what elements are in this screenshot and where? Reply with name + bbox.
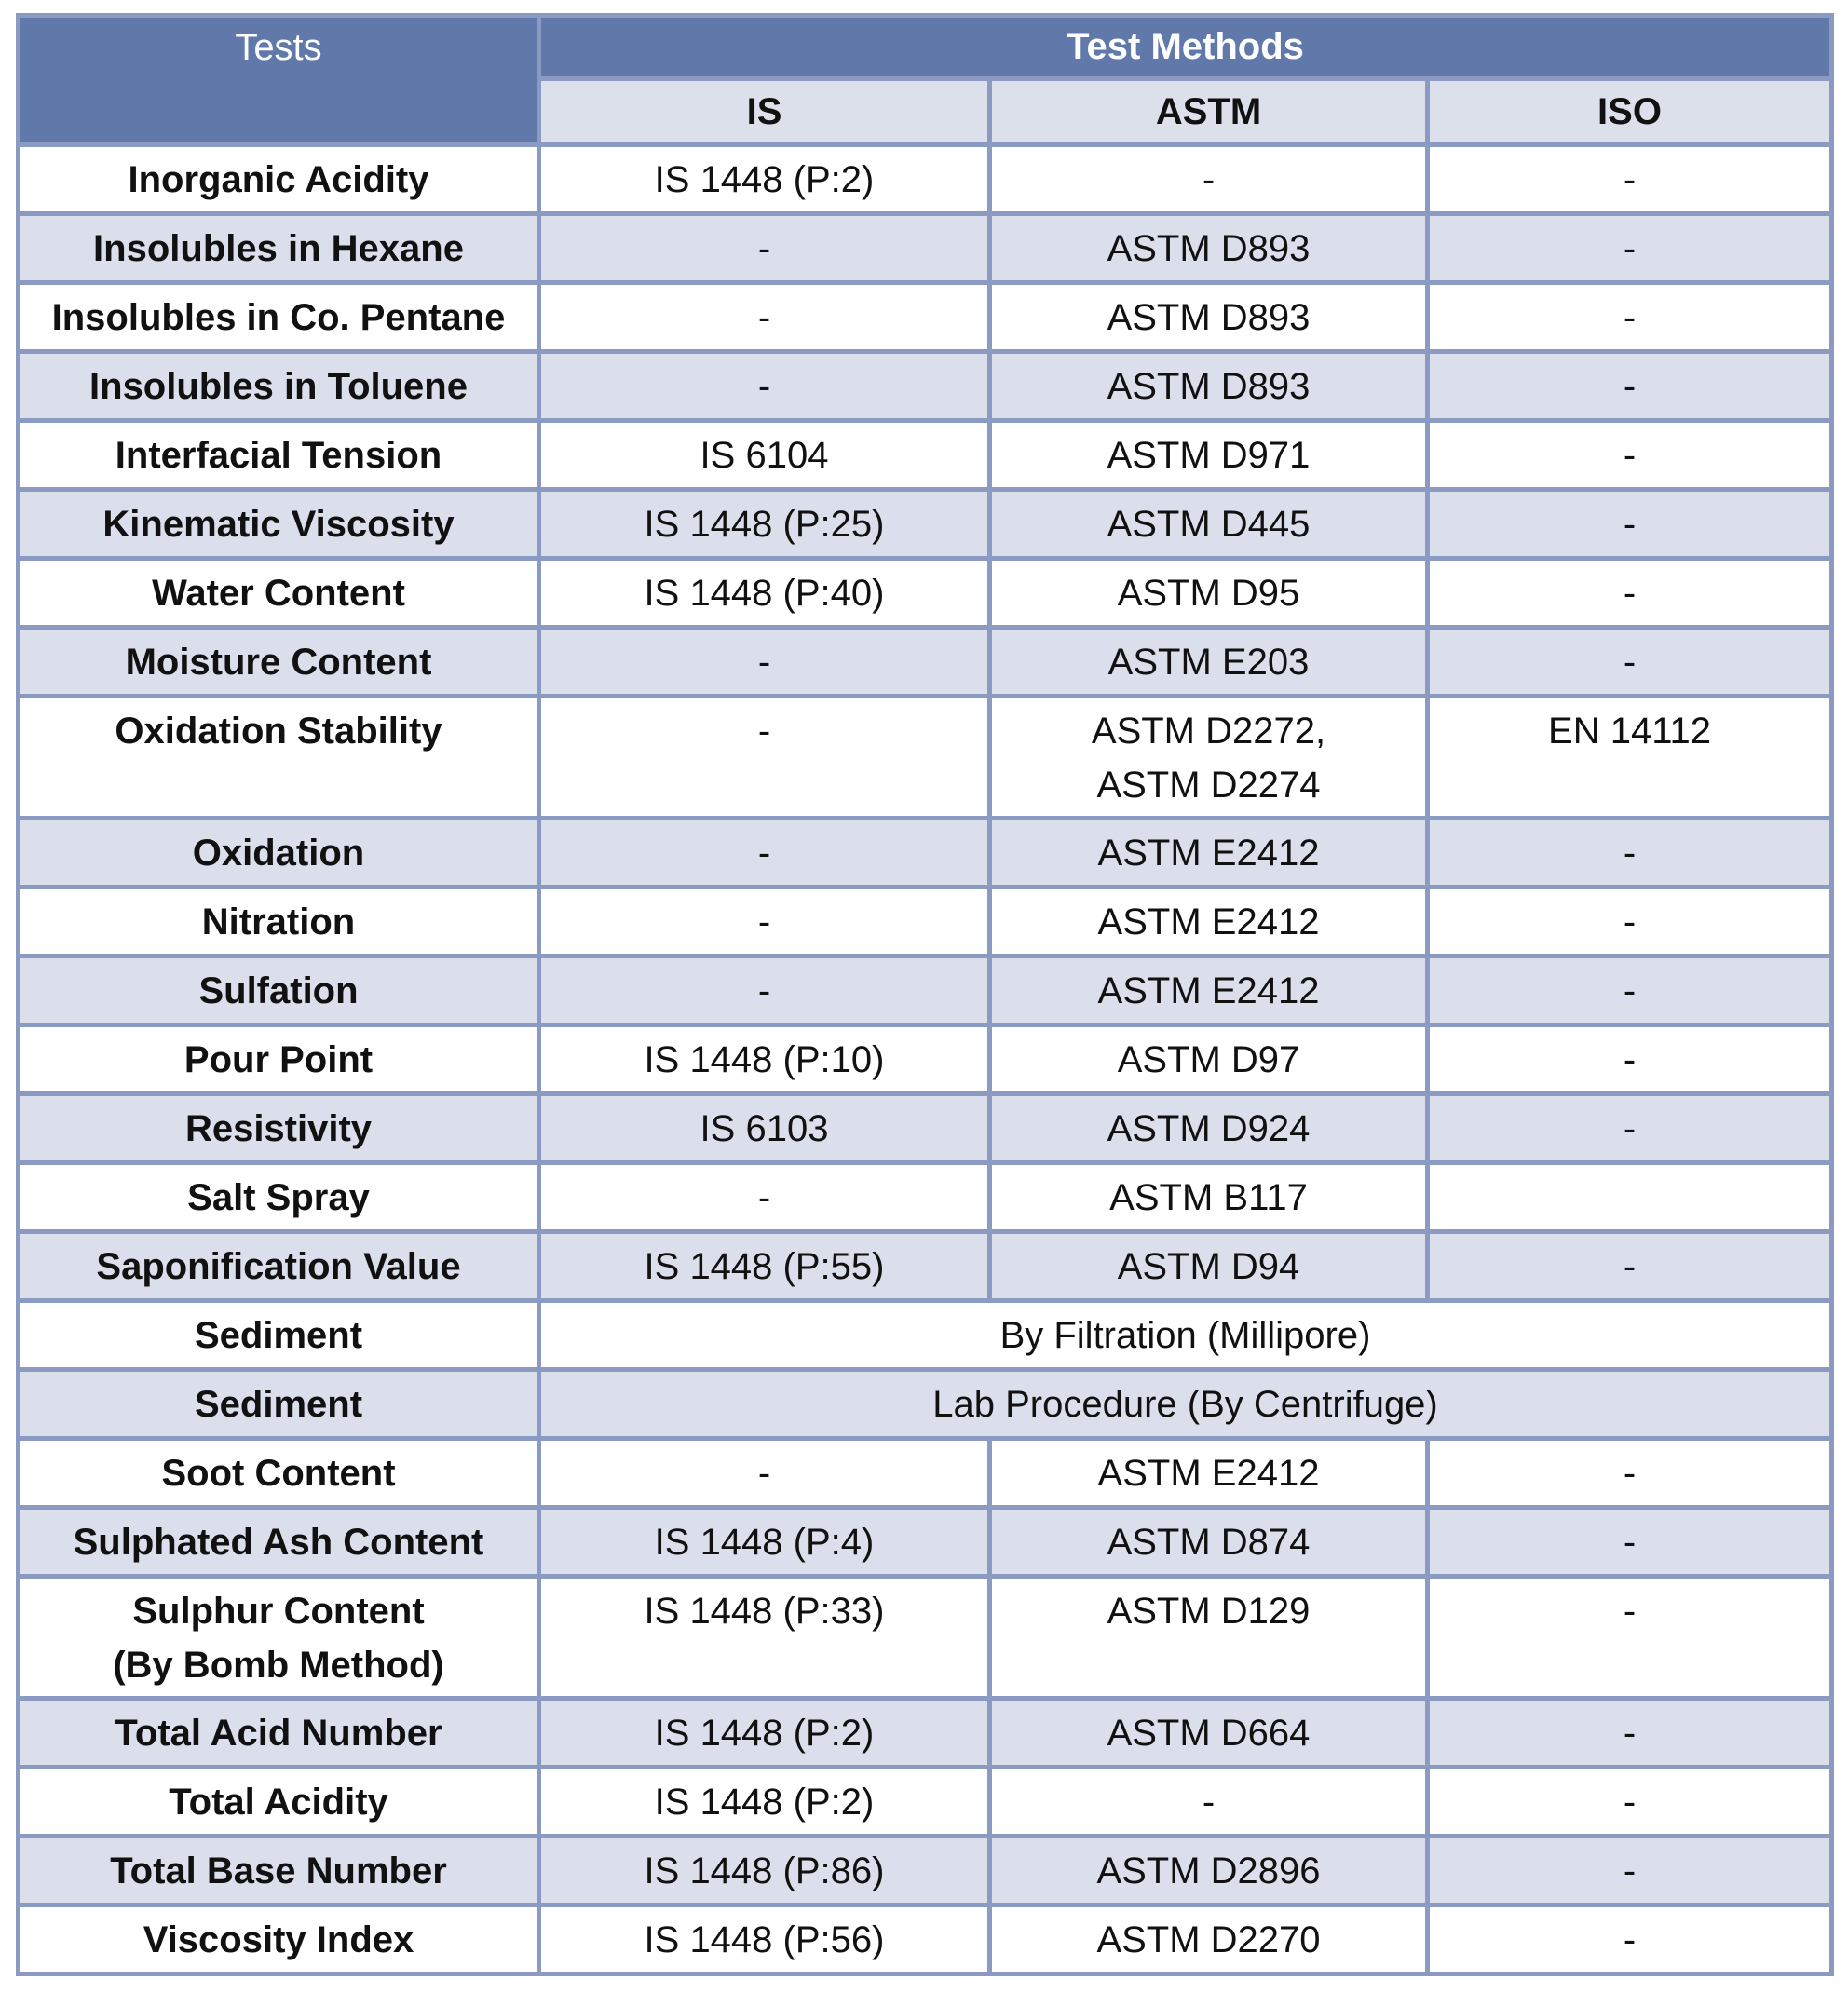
is-method-cell: [539, 421, 990, 490]
test-name: Moisture Content: [125, 641, 432, 683]
test-name: Soot Content: [161, 1452, 396, 1494]
table-row: [19, 1905, 1832, 1974]
test-name: Resistivity: [184, 1107, 373, 1149]
is-method-text: IS 1448 (P:2): [654, 1712, 875, 1754]
test-name: Total Acid Number: [115, 1712, 442, 1754]
is-method-cell: [539, 956, 990, 1025]
test-name: Sulfation: [198, 969, 359, 1011]
astm-method-cell: [990, 956, 1428, 1025]
astm-method-cell: [990, 145, 1428, 214]
header-is: IS: [539, 79, 990, 145]
is-method-text: IS 1448 (P:4): [654, 1521, 875, 1563]
astm-method-text: ASTM D924: [1107, 1107, 1311, 1149]
iso-method-text: -: [1623, 158, 1637, 200]
iso-method-text: -: [1623, 969, 1637, 1011]
is-method-cell: [539, 214, 990, 283]
astm-method-text: ASTM D129: [1107, 1591, 1311, 1632]
test-name: Insolubles in Toluene: [89, 365, 468, 407]
table-row: [19, 1768, 1832, 1837]
astm-method-text: ASTM D2270: [1096, 1918, 1321, 1960]
test-name: Salt Spray: [187, 1176, 370, 1218]
iso-method-cell: [1428, 1508, 1832, 1577]
test-name: Nitration: [201, 901, 356, 942]
astm-method-cell: [990, 283, 1428, 352]
iso-method-text: -: [1623, 1918, 1637, 1960]
astm-method-text: ASTM D94: [1117, 1245, 1300, 1287]
astm-method-text: ASTM D2896: [1096, 1850, 1321, 1891]
test-name: Sediment: [194, 1314, 363, 1356]
iso-method-cell: [1428, 1768, 1832, 1837]
test-methods-table-container: [16, 13, 1829, 1976]
is-method-text: IS 1448 (P:56): [644, 1918, 885, 1960]
iso-method-cell: [1428, 352, 1832, 421]
table-row: [19, 1508, 1832, 1577]
astm-method-cell: [990, 1025, 1428, 1094]
astm-method-cell: [990, 1232, 1428, 1301]
is-method-cell: [539, 888, 990, 956]
is-method-cell: [539, 352, 990, 421]
astm-method-text: ASTM D893: [1107, 365, 1311, 407]
iso-method-text: -: [1623, 503, 1637, 545]
iso-method-cell: [1428, 490, 1832, 559]
test-name-cell: [19, 697, 539, 819]
astm-method-text: ASTM D664: [1107, 1712, 1311, 1754]
iso-method-cell: [1428, 421, 1832, 490]
test-name: Insolubles in Co. Pentane: [51, 296, 506, 338]
iso-method-text: -: [1623, 832, 1637, 874]
iso-method-cell: [1428, 628, 1832, 697]
iso-method-cell: [1428, 283, 1832, 352]
astm-method-cell: [990, 421, 1428, 490]
astm-method-cell: [990, 490, 1428, 559]
table-row: [19, 1837, 1832, 1905]
astm-method-cell: [990, 1837, 1428, 1905]
merged-method-cell: By Filtration (Millipore): [539, 1301, 1832, 1370]
table-row: [19, 490, 1832, 559]
is-method-text: IS 6104: [700, 434, 829, 476]
is-method-cell: [539, 559, 990, 628]
is-method-text: -: [757, 641, 771, 683]
header-astm: ASTM: [990, 79, 1428, 145]
test-name: Sulphated Ash Content: [73, 1521, 484, 1563]
is-method-cell: [539, 490, 990, 559]
test-name-cell: [19, 490, 539, 559]
iso-method-cell: [1428, 956, 1832, 1025]
test-name: Water Content: [152, 572, 405, 614]
is-method-cell: [539, 145, 990, 214]
astm-method-cell: [990, 819, 1428, 888]
test-name-cell: [19, 214, 539, 283]
is-method-cell: [539, 1439, 990, 1508]
is-method-cell: [539, 819, 990, 888]
iso-method-text: -: [1623, 365, 1637, 407]
iso-method-cell: [1428, 1232, 1832, 1301]
astm-method-cell: [990, 628, 1428, 697]
table-row: [19, 1370, 1832, 1439]
test-name: Interfacial Tension: [115, 434, 442, 476]
iso-method-text: -: [1623, 1591, 1637, 1632]
iso-method-text: -: [1623, 572, 1637, 614]
test-name-cell: [19, 1094, 539, 1163]
table-body: [19, 145, 1832, 1974]
test-name-cell: [19, 819, 539, 888]
is-method-text: -: [757, 901, 771, 942]
astm-method-cell: [990, 352, 1428, 421]
iso-method-cell: [1428, 1905, 1832, 1974]
iso-method-text: -: [1623, 1245, 1637, 1287]
is-method-text: IS 1448 (P:86): [644, 1850, 885, 1891]
iso-method-cell: [1428, 1025, 1832, 1094]
astm-method-cell: [990, 559, 1428, 628]
table-row: [19, 421, 1832, 490]
astm-method-cell: [990, 1768, 1428, 1837]
merged-method-cell: Lab Procedure (By Centrifuge): [539, 1370, 1832, 1439]
table-row: [19, 1577, 1832, 1699]
astm-method-text: ASTM D97: [1117, 1038, 1300, 1080]
is-method-text: -: [757, 832, 771, 874]
table-row: [19, 1232, 1832, 1301]
is-method-cell: [539, 697, 990, 819]
is-method-cell: [539, 1768, 990, 1837]
iso-method-cell: [1428, 888, 1832, 956]
is-method-cell: [539, 1232, 990, 1301]
test-name: Total Base Number: [110, 1850, 447, 1891]
is-method-cell: [539, 283, 990, 352]
iso-method-cell: [1428, 1699, 1832, 1768]
header-iso: ISO: [1428, 79, 1832, 145]
test-name-cell: [19, 283, 539, 352]
is-method-text: -: [757, 365, 771, 407]
is-method-cell: [539, 628, 990, 697]
test-name-cell: [19, 1577, 539, 1699]
iso-method-cell: [1428, 1439, 1832, 1508]
is-method-cell: [539, 1094, 990, 1163]
table-row: [19, 1439, 1832, 1508]
test-name-cell: [19, 1232, 539, 1301]
is-method-text: -: [757, 969, 771, 1011]
iso-method-text: -: [1623, 1850, 1637, 1891]
astm-method-text: ASTM B117: [1109, 1176, 1308, 1218]
test-name: Inorganic Acidity: [128, 158, 429, 200]
astm-method-text: ASTM E2412: [1097, 969, 1320, 1011]
test-name-cell: [19, 1370, 539, 1439]
test-name: Total Acidity: [169, 1781, 388, 1823]
astm-method-text: ASTM D893: [1107, 296, 1311, 338]
header-row: [19, 16, 1832, 79]
test-name-cell: [19, 888, 539, 956]
table-row: [19, 888, 1832, 956]
astm-method-cell: [990, 1577, 1428, 1699]
table-row: [19, 1025, 1832, 1094]
test-name-cell: [19, 1699, 539, 1768]
test-name-cell: [19, 1301, 539, 1370]
table-row: [19, 1094, 1832, 1163]
table-row: [19, 214, 1832, 283]
table-row: [19, 819, 1832, 888]
astm-method-cell: [990, 214, 1428, 283]
astm-method-text-line-2: ASTM D2274: [1096, 765, 1321, 806]
iso-method-cell: [1428, 1094, 1832, 1163]
iso-method-cell: [1428, 1837, 1832, 1905]
iso-method-cell: [1428, 145, 1832, 214]
test-name-cell: [19, 956, 539, 1025]
is-method-text: -: [757, 227, 771, 269]
astm-method-cell: [990, 1699, 1428, 1768]
is-method-text: IS 1448 (P:33): [644, 1591, 885, 1632]
iso-method-text: EN 14112: [1548, 711, 1711, 752]
table-row: [19, 145, 1832, 214]
iso-method-text: -: [1623, 227, 1637, 269]
astm-method-cell: [990, 1163, 1428, 1232]
astm-method-text: ASTM D874: [1107, 1521, 1311, 1563]
test-name: Saponification Value: [96, 1245, 461, 1287]
iso-method-cell: [1428, 697, 1832, 819]
header-test-methods: Test Methods: [539, 16, 1832, 79]
is-method-cell: [539, 1025, 990, 1094]
astm-method-text: ASTM E2412: [1097, 901, 1320, 942]
test-name: Oxidation Stability: [115, 711, 442, 752]
iso-method-text: -: [1623, 1107, 1637, 1149]
test-name-cell: [19, 421, 539, 490]
astm-method-text: ASTM D445: [1107, 503, 1311, 545]
is-method-text: IS 1448 (P:10): [644, 1038, 885, 1080]
test-name-cell: [19, 1508, 539, 1577]
is-method-text: IS 1448 (P:25): [644, 503, 885, 545]
table-row: [19, 1301, 1832, 1370]
astm-method-cell: [990, 697, 1428, 819]
test-name-cell: [19, 1439, 539, 1508]
is-method-cell: [539, 1508, 990, 1577]
test-name: Oxidation: [192, 832, 365, 874]
astm-method-text: ASTM E203: [1107, 641, 1310, 683]
astm-method-text: ASTM D2272,: [1091, 711, 1326, 752]
test-name-cell: [19, 145, 539, 214]
is-method-text: IS 1448 (P:40): [644, 572, 885, 614]
is-method-text: -: [757, 711, 771, 752]
iso-method-text: -: [1623, 434, 1637, 476]
test-name-cell: [19, 1025, 539, 1094]
header-tests: Tests: [19, 16, 539, 145]
iso-method-cell: [1428, 1163, 1832, 1232]
test-name: Sulphur Content: [132, 1591, 425, 1632]
is-method-cell: [539, 1837, 990, 1905]
is-method-text: -: [757, 1176, 771, 1218]
astm-method-text: ASTM D95: [1117, 572, 1300, 614]
astm-method-cell: [990, 1439, 1428, 1508]
test-name-cell: [19, 1163, 539, 1232]
iso-method-text: -: [1623, 1038, 1637, 1080]
test-name-line-2: (By Bomb Method): [113, 1645, 444, 1686]
iso-method-text: -: [1623, 1521, 1637, 1563]
is-method-text: IS 1448 (P:2): [654, 158, 875, 200]
test-name: Kinematic Viscosity: [102, 503, 455, 545]
is-method-cell: [539, 1905, 990, 1974]
test-name: Sediment: [194, 1383, 363, 1425]
is-method-text: -: [757, 1452, 771, 1494]
iso-method-text: -: [1623, 901, 1637, 942]
table-row: [19, 559, 1832, 628]
test-name-cell: [19, 1837, 539, 1905]
astm-method-text: ASTM D971: [1107, 434, 1311, 476]
astm-method-text: -: [1202, 1781, 1216, 1823]
astm-method-text: ASTM E2412: [1097, 832, 1320, 874]
is-method-text: -: [757, 296, 771, 338]
test-name-cell: [19, 1905, 539, 1974]
iso-method-text: -: [1623, 296, 1637, 338]
table-row: [19, 283, 1832, 352]
test-name: Pour Point: [183, 1038, 374, 1080]
astm-method-text: ASTM E2412: [1097, 1452, 1320, 1494]
is-method-cell: [539, 1699, 990, 1768]
iso-method-text: -: [1623, 1781, 1637, 1823]
iso-method-cell: [1428, 559, 1832, 628]
iso-method-cell: [1428, 1577, 1832, 1699]
iso-method-text: -: [1623, 1712, 1637, 1754]
test-name-cell: [19, 1768, 539, 1837]
test-name: Insolubles in Hexane: [93, 227, 464, 269]
table-row: [19, 1699, 1832, 1768]
test-name-cell: [19, 352, 539, 421]
astm-method-cell: [990, 1094, 1428, 1163]
is-method-text: IS 6103: [700, 1107, 829, 1149]
astm-method-text: ASTM D893: [1107, 227, 1311, 269]
iso-method-text: -: [1623, 641, 1637, 683]
astm-method-cell: [990, 888, 1428, 956]
iso-method-cell: [1428, 819, 1832, 888]
astm-method-cell: [990, 1508, 1428, 1577]
test-name-cell: [19, 628, 539, 697]
is-method-text: IS 1448 (P:2): [654, 1781, 875, 1823]
test-name: Viscosity Index: [143, 1918, 414, 1960]
table-row: [19, 956, 1832, 1025]
test-methods-table: [16, 13, 1834, 1976]
astm-method-text: -: [1202, 158, 1216, 200]
is-method-cell: [539, 1577, 990, 1699]
table-row: [19, 1163, 1832, 1232]
table-row: [19, 697, 1832, 819]
iso-method-cell: [1428, 214, 1832, 283]
astm-method-cell: [990, 1905, 1428, 1974]
table-row: [19, 352, 1832, 421]
table-row: [19, 628, 1832, 697]
is-method-cell: [539, 1163, 990, 1232]
iso-method-text: -: [1623, 1452, 1637, 1494]
test-name-cell: [19, 559, 539, 628]
is-method-text: IS 1448 (P:55): [644, 1245, 885, 1287]
